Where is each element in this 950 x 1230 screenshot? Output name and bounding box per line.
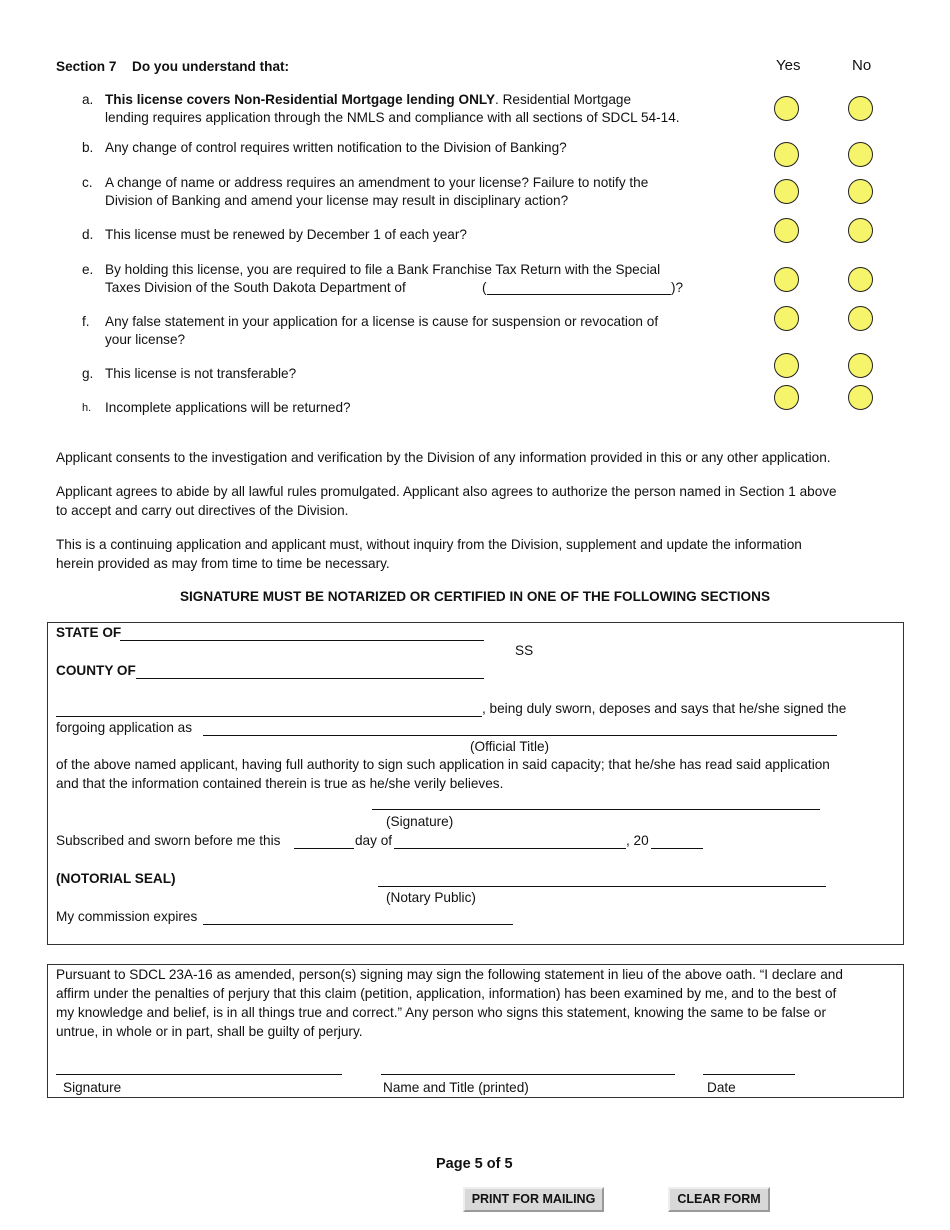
question-d-yes-radio[interactable]: [774, 218, 799, 243]
question-c-yes-radio[interactable]: [774, 179, 799, 204]
question-b-yes-radio[interactable]: [774, 142, 799, 167]
question-b-no-radio[interactable]: [848, 142, 873, 167]
question-f-letter: f.: [82, 314, 90, 329]
question-a-bold: This license covers Non-Residential Mortgage lending ONLY: [105, 92, 496, 107]
department-input[interactable]: [487, 294, 671, 295]
question-c-text: [105, 174, 648, 210]
question-a-line1: . Residential Mortgage: [495, 92, 632, 107]
question-f-text: [105, 313, 658, 349]
subscribed-label: Subscribed and sworn before me this: [56, 833, 281, 848]
state-of-label: STATE OF: [56, 625, 122, 640]
state-of-input[interactable]: [120, 640, 484, 641]
question-h-letter: h.: [82, 402, 92, 414]
question-g-yes-radio[interactable]: [774, 353, 799, 378]
page-number: Page 5 of 5: [436, 1156, 513, 1172]
question-a-line2: lending requires application through the NMLS and compliance with all sections of SDCL 54-14.: [105, 110, 680, 125]
question-a-letter: a.: [82, 92, 94, 107]
question-f-line1: Any false statement in your application for a license is cause for suspension or revocation of: [105, 314, 659, 329]
question-g-letter: g.: [82, 366, 94, 381]
question-e-letter: e.: [82, 262, 94, 277]
continuing-line1: This is a continuing application and applicant must, without inquiry from the Division, supplement and update the information: [56, 537, 802, 552]
question-e-paren-open: (: [482, 280, 487, 295]
notorial-seal-label: (NOTORIAL SEAL): [56, 871, 176, 886]
yes-column-header: Yes: [776, 57, 801, 74]
question-e-paren-close: )?: [671, 280, 684, 295]
perjury-date-label: Date: [707, 1080, 736, 1095]
commission-input[interactable]: [203, 924, 513, 925]
question-b-text: Any change of control requires written notification to the Division of Banking?: [105, 140, 567, 155]
month-input[interactable]: [394, 848, 626, 849]
question-e-yes-radio[interactable]: [774, 267, 799, 292]
notary-signature-input[interactable]: [378, 886, 826, 887]
question-e-line2: Taxes Division of the South Dakota Department of: [105, 280, 406, 295]
perjury-line1: Pursuant to SDCL 23A-16 as amended, person(s) signing may sign the following statement in lieu of the above oath. “I declare and: [56, 967, 843, 982]
question-c-line1: A change of name or address requires an amendment to your license? Failure to notify the: [105, 175, 649, 190]
county-of-label: COUNTY OF: [56, 663, 136, 678]
no-column-header: No: [852, 57, 872, 74]
perjury-section: [47, 964, 904, 1098]
print-for-mailing-button[interactable]: PRINT FOR MAILING: [463, 1187, 604, 1212]
question-b-letter: b.: [82, 140, 94, 155]
question-d-no-radio[interactable]: [848, 218, 873, 243]
question-f-yes-radio[interactable]: [774, 306, 799, 331]
official-title-input[interactable]: [203, 735, 837, 736]
authority-line1: of the above named applicant, having full authority to sign such application in said capacity; that he/she has read said application: [56, 757, 830, 772]
continuing-line2: herein provided as may from time to time be necessary.: [56, 555, 390, 571]
notary-section: [47, 622, 904, 945]
question-e-line1: By holding this license, you are required to file a Bank Franchise Tax Return with the Special: [105, 262, 661, 277]
year-prefix: , 20: [626, 833, 649, 848]
question-a-no-radio[interactable]: [848, 96, 873, 121]
question-c-no-radio[interactable]: [848, 179, 873, 204]
day-input[interactable]: [294, 848, 354, 849]
official-title-caption: (Official Title): [470, 739, 550, 754]
forgoing-label: forgoing application as: [56, 720, 193, 735]
perjury-name-title-label: Name and Title (printed): [383, 1080, 529, 1095]
county-of-input[interactable]: [136, 678, 484, 679]
notary-public-caption: (Notary Public): [386, 890, 476, 905]
perjury-signature-label: Signature: [63, 1080, 122, 1095]
section-title: Do you understand that:: [132, 59, 290, 74]
question-a-yes-radio[interactable]: [774, 96, 799, 121]
question-g-no-radio[interactable]: [848, 353, 873, 378]
perjury-line4: untrue, in whole or in part, shall be guilty of perjury.: [56, 1024, 363, 1039]
question-f-line2: your license?: [105, 332, 186, 347]
question-c-line2: Division of Banking and amend your license may result in disciplinary action?: [105, 193, 569, 208]
agree-paragraph: [56, 483, 896, 520]
perjury-line3: my knowledge and belief, is in all things true and correct.” Any person who signs this statement, knowing the same to be false or: [56, 1005, 826, 1020]
signature-heading: SIGNATURE MUST BE NOTARIZED OR CERTIFIED IN ONE OF THE FOLLOWING SECTIONS: [179, 589, 771, 604]
question-c-letter: c.: [82, 175, 93, 190]
question-h-text: Incomplete applications will be returned?: [105, 400, 351, 415]
continuing-paragraph: [56, 536, 896, 573]
signature-caption: (Signature): [386, 814, 454, 829]
commission-label: My commission expires: [56, 909, 198, 924]
agree-line1: Applicant agrees to abide by all lawful rules promulgated. Applicant also agrees to authorize the person named in Section 1 above: [56, 484, 837, 499]
agree-line2: to accept and carry out directives of the Division.: [56, 502, 349, 518]
ss-label: SS: [515, 643, 534, 658]
signature-input[interactable]: [372, 809, 820, 810]
question-d-letter: d.: [82, 227, 94, 242]
authority-line2: and that the information contained therein is true as he/she verily believes.: [56, 776, 504, 791]
clear-form-button[interactable]: CLEAR FORM: [668, 1187, 770, 1212]
question-d-text: This license must be renewed by December 1 of each year?: [105, 227, 467, 242]
perjury-signature-input[interactable]: [56, 1074, 342, 1075]
year-input[interactable]: [651, 848, 703, 849]
question-g-text: This license is not transferable?: [105, 366, 297, 381]
perjury-name-title-input[interactable]: [381, 1074, 675, 1075]
sworn-text: , being duly sworn, deposes and says that he/she signed the: [482, 701, 847, 716]
question-a-text: [105, 91, 680, 127]
section-number: Section 7: [56, 59, 117, 74]
question-e-no-radio[interactable]: [848, 267, 873, 292]
affiant-name-input[interactable]: [56, 716, 482, 717]
consent-paragraph: Applicant consents to the investigation and verification by the Division of any information provided in this or any other application.: [56, 450, 831, 465]
question-h-no-radio[interactable]: [848, 385, 873, 410]
question-f-no-radio[interactable]: [848, 306, 873, 331]
day-of-label: day of: [355, 833, 393, 848]
perjury-line2: affirm under the penalties of perjury that this claim (petition, application, information) has been examined by me, and to the best of: [56, 986, 837, 1001]
perjury-date-input[interactable]: [703, 1074, 795, 1075]
question-h-yes-radio[interactable]: [774, 385, 799, 410]
